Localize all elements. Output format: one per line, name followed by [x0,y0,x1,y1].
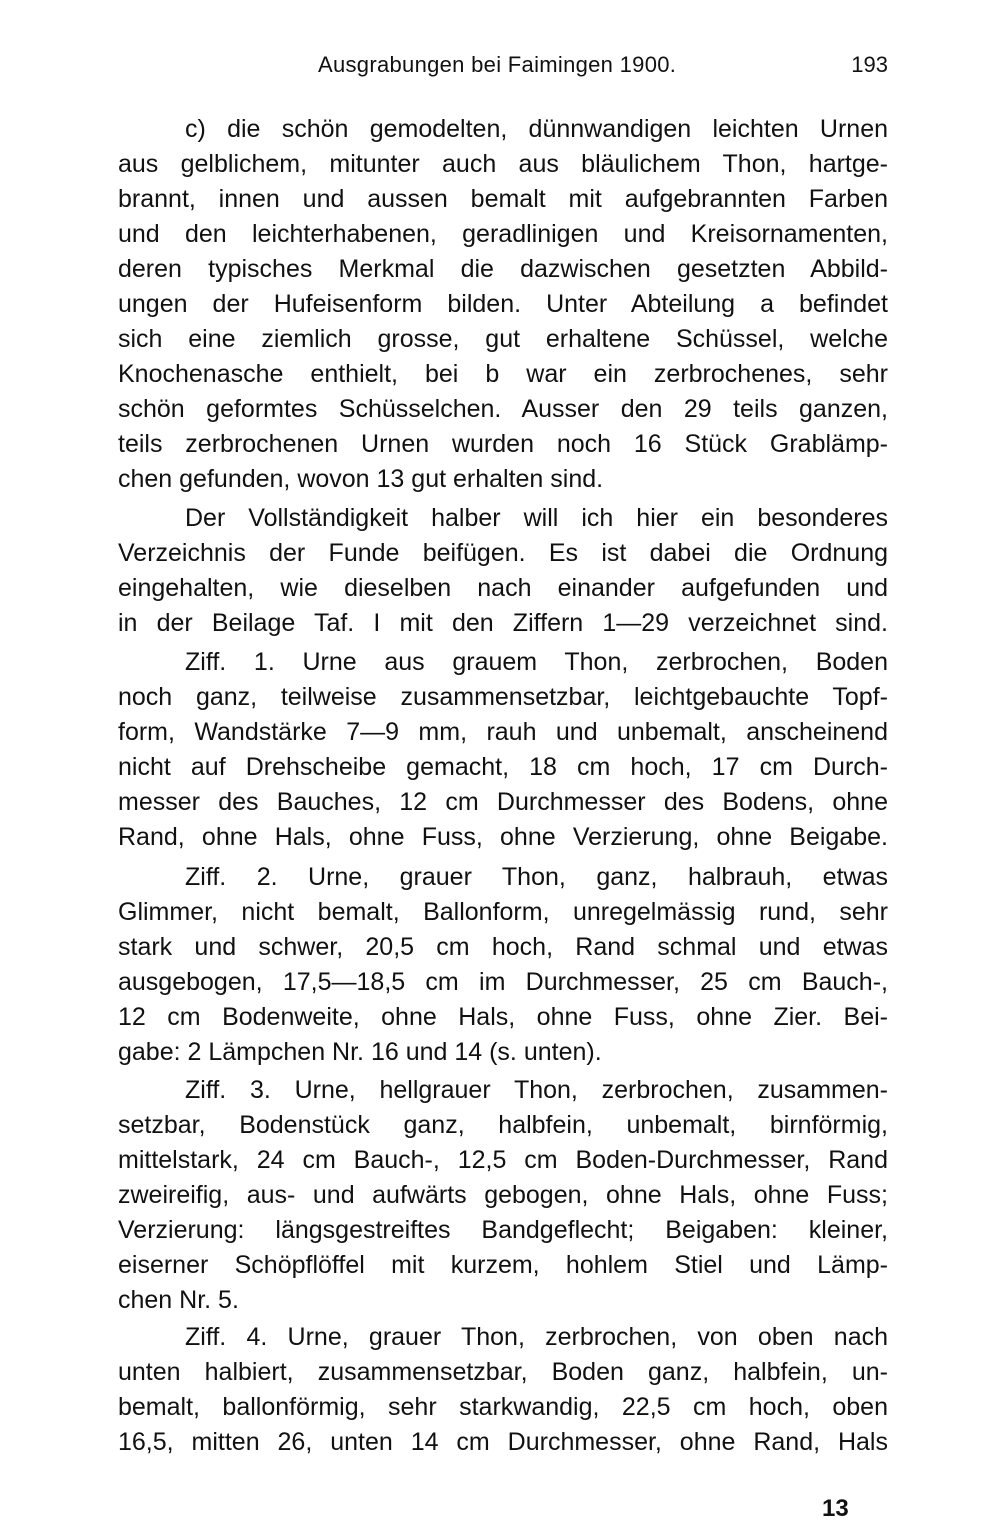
text-line: form, Wandstärke 7—9 mm, rauh und unbemalt, anscheinend [118,718,888,746]
text-line: brannt, innen und aussen bemalt mit aufgebrannten Farben [118,185,888,213]
entry-line: Ziff. 4. Urne, grauer Thon, zerbrochen, von oben nach [185,1323,888,1351]
text-line: ungen der Hufeisenform bilden. Unter Abteilung a befindet [118,290,888,318]
text-line: eingehalten, wie dieselben nach einander aufgefunden und [118,574,888,602]
text-line: unten halbiert, zusammensetzbar, Boden ganz, halbfein, un- [118,1358,888,1386]
page-number: 193 [851,52,888,77]
text-line: schön geformtes Schüsselchen. Ausser den 29 teils ganzen, [118,395,888,423]
entry-line: Ziff. 3. Urne, hellgrauer Thon, zerbrochen, zusammen- [185,1076,888,1104]
text-line: chen Nr. 5. [118,1286,239,1314]
text-line: und den leichterhabenen, geradlinigen und Kreisornamenten, [118,220,888,248]
text-line: bemalt, ballonförmig, sehr starkwandig, 22,5 cm hoch, oben [118,1393,888,1421]
text-line: deren typisches Merkmal die dazwischen gesetzten Abbild- [118,255,888,283]
text-line: zweireifig, aus- und aufwärts gebogen, ohne Hals, ohne Fuss; [118,1181,888,1209]
text-line: setzbar, Bodenstück ganz, halbfein, unbemalt, birnförmig, [118,1111,888,1139]
text-line: noch ganz, teilweise zusammensetzbar, leichtgebauchte Topf- [118,683,888,711]
text-line: stark und schwer, 20,5 cm hoch, Rand schmal und etwas [118,933,888,961]
text-line: gabe: 2 Lämpchen Nr. 16 und 14 (s. unten). [118,1038,602,1066]
text-line: mittelstark, 24 cm Bauch-, 12,5 cm Boden-Durchmesser, Rand [118,1146,888,1174]
text-line: nicht auf Drehscheibe gemacht, 18 cm hoch, 17 cm Durch- [118,753,888,781]
text-line: teils zerbrochenen Urnen wurden noch 16 Stück Grablämp- [118,430,888,458]
text-line: Der Vollständigkeit halber will ich hier ein besonderes [185,504,888,532]
text-line: Glimmer, nicht bemalt, Ballonform, unregelmässig rund, sehr [118,898,888,926]
text-line: aus gelblichem, mitunter auch aus bläulichem Thon, hartge- [118,150,888,178]
entry-line: Ziff. 1. Urne aus grauem Thon, zerbrochen, Boden [185,648,888,676]
text-line: ausgebogen, 17,5—18,5 cm im Durchmesser, 25 cm Bauch-, [118,968,888,996]
text-line: sich eine ziemlich grosse, gut erhaltene Schüssel, welche [118,325,888,353]
text-line: Knochenasche enthielt, bei b war ein zerbrochenes, sehr [118,360,888,388]
text-line: 16,5, mitten 26, unten 14 cm Durchmesser, ohne Rand, Hals [118,1428,888,1456]
text-line: chen gefunden, wovon 13 gut erhalten sind. [118,465,604,493]
text-line: in der Beilage Taf. I mit den Ziffern 1—29 verzeichnet sind. [118,609,888,637]
text-line: 12 cm Bodenweite, ohne Hals, ohne Fuss, ohne Zier. Bei- [118,1003,888,1031]
text-line: messer des Bauches, 12 cm Durchmesser des Bodens, ohne [118,788,888,816]
text-line: eiserner Schöpflöffel mit kurzem, hohlem Stiel und Lämp- [118,1251,888,1279]
entry-line: Ziff. 2. Urne, grauer Thon, ganz, halbrauh, etwas [185,863,888,891]
text-line: c) die schön gemodelten, dünnwandigen leichten Urnen [185,115,888,143]
text-line: Verzeichnis der Funde beifügen. Es ist dabei die Ordnung [118,539,888,567]
running-head [118,52,888,82]
signature-mark: 13 [822,1495,849,1522]
running-title: Ausgrabungen bei Faimingen 1900. [318,52,677,77]
text-line: Rand, ohne Hals, ohne Fuss, ohne Verzierung, ohne Beigabe. [118,823,888,851]
text-line: Verzierung: längsgestreiftes Bandgeflecht; Beigaben: kleiner, [118,1216,888,1244]
